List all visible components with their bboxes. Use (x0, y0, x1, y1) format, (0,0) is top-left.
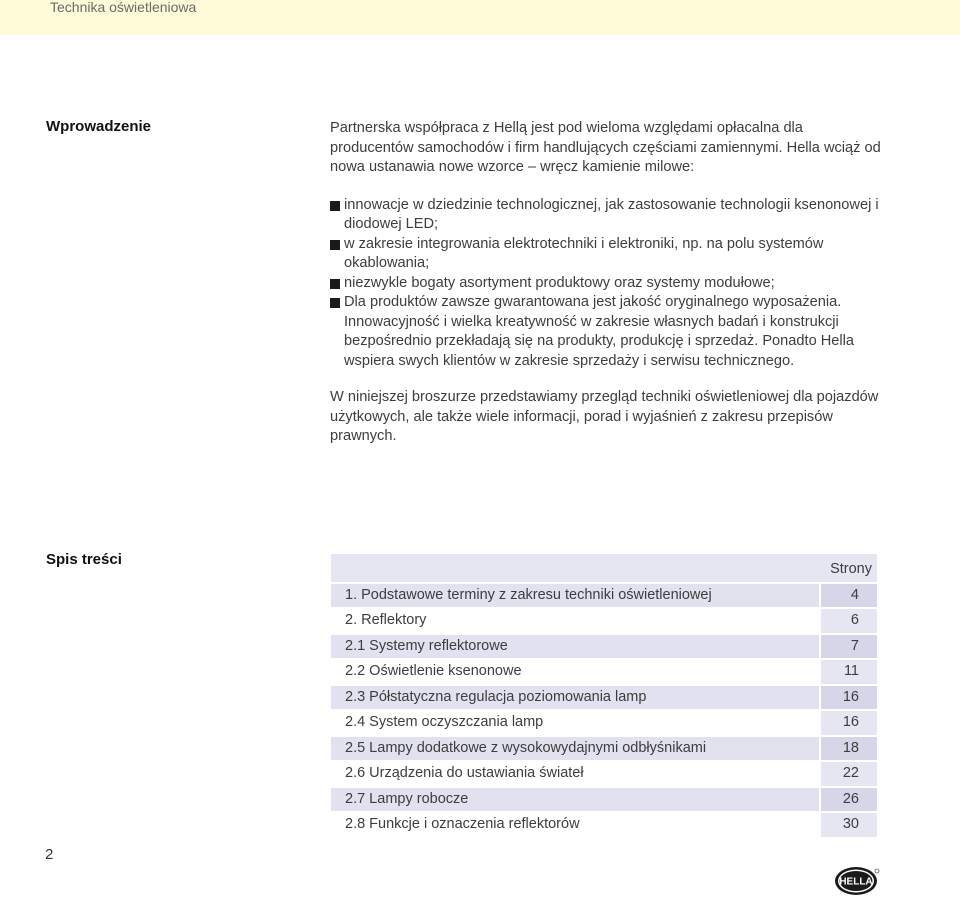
toc-entry-page: 16 (821, 686, 877, 710)
toc-row[interactable] (331, 635, 877, 659)
intro-paragraph: Partnerska współpraca z Hellą jest pod wieloma względami opłacalna dla producentów samochodów i firm handlujących częściami zamiennymi. Hella wciąż od nowa ustanawia nowe wzorce – wręcz kamienie milowe: (330, 120, 881, 175)
toc-row[interactable] (331, 813, 877, 837)
section-label-intro: Wprowadzenie (46, 118, 152, 135)
toc-row[interactable] (331, 788, 877, 812)
bullet-text: Dla produktów zawsze gwarantowana jest jakość oryginalnego wyposażenia. Innowacyjność i wielka kreatywność w zakresie własnych badań i konstrukcji bezpośrednio przekładają się na produkty, produkcję i sprzedaż. Ponadto Hella wspiera swych klientów w zakresie sprzedaży i serwisu technicznego. (344, 294, 855, 369)
toc-entry-page: 26 (821, 788, 877, 812)
header-title: Technika oświetleniowa (50, 0, 197, 15)
toc-row[interactable] (331, 609, 877, 633)
list-item (330, 293, 890, 371)
bullet-text: innowacje w dziedzinie technologicznej, jak zastosowanie technologii ksenonowej i diodowej LED; (344, 196, 879, 232)
list-item (330, 196, 890, 235)
toc-entry-title: 2.4 System oczyszczania lamp (331, 711, 819, 735)
page-number: 2 (45, 846, 54, 863)
toc-pages-header: Strony (830, 561, 872, 577)
page-header (0, 0, 960, 35)
bullet-square-icon (330, 201, 340, 211)
intro-body (330, 119, 890, 447)
toc-entry-page: 7 (821, 635, 877, 659)
intro-closing-paragraph: W niniejszej broszurze przedstawiamy przegląd techniki oświetleniowej dla pojazdów użytkowych, ale także wiele informacji, porad i wyjaśnień z zakresu przepisów prawnych. (330, 389, 879, 444)
toc-row[interactable] (331, 762, 877, 786)
bullet-text: w zakresie integrowania elektrotechniki i elektroniki, np. na polu systemów okablowania; (344, 235, 824, 271)
toc-row[interactable] (331, 711, 877, 735)
table-of-contents (331, 554, 877, 837)
hella-logo-icon (834, 866, 880, 896)
toc-entry-title: 2.6 Urządzenia do ustawiania świateł (331, 762, 819, 786)
toc-row[interactable] (331, 584, 877, 608)
toc-row[interactable] (331, 737, 877, 761)
toc-entry-page: 6 (821, 609, 877, 633)
toc-entry-page: 11 (821, 660, 877, 684)
toc-entry-page: 22 (821, 762, 877, 786)
toc-entry-page: 16 (821, 711, 877, 735)
toc-entry-title: 2.8 Funkcje i oznaczenia reflektorów (331, 813, 819, 837)
toc-entry-title: 2.7 Lampy robocze (331, 788, 819, 812)
bullet-text: niezwykle bogaty asortyment produktowy oraz systemy modułowe; (344, 274, 775, 291)
toc-entry-title: 2.3 Półstatyczna regulacja poziomowania lamp (331, 686, 819, 710)
bullet-square-icon (330, 240, 340, 250)
toc-entry-title: 2.5 Lampy dodatkowe z wysokowydajnymi odbłyśnikami (331, 737, 819, 761)
toc-entry-title: 2. Reflektory (331, 609, 819, 633)
list-item (330, 235, 890, 274)
toc-entry-page: 4 (821, 584, 877, 608)
toc-entry-title: 2.2 Oświetlenie ksenonowe (331, 660, 819, 684)
logo-text: HELLA (839, 876, 873, 888)
toc-entry-title: 2.1 Systemy reflektorowe (331, 635, 819, 659)
toc-row[interactable] (331, 660, 877, 684)
bullet-square-icon (330, 298, 340, 308)
list-item (330, 274, 890, 294)
section-label-toc: Spis treści (46, 551, 122, 568)
toc-entry-title: 1. Podstawowe terminy z zakresu techniki oświetleniowej (331, 584, 819, 608)
bullet-square-icon (330, 279, 340, 289)
toc-header (331, 554, 877, 582)
bullet-list (330, 196, 890, 372)
toc-entry-page: 30 (821, 813, 877, 837)
toc-row[interactable] (331, 686, 877, 710)
toc-entry-page: 18 (821, 737, 877, 761)
